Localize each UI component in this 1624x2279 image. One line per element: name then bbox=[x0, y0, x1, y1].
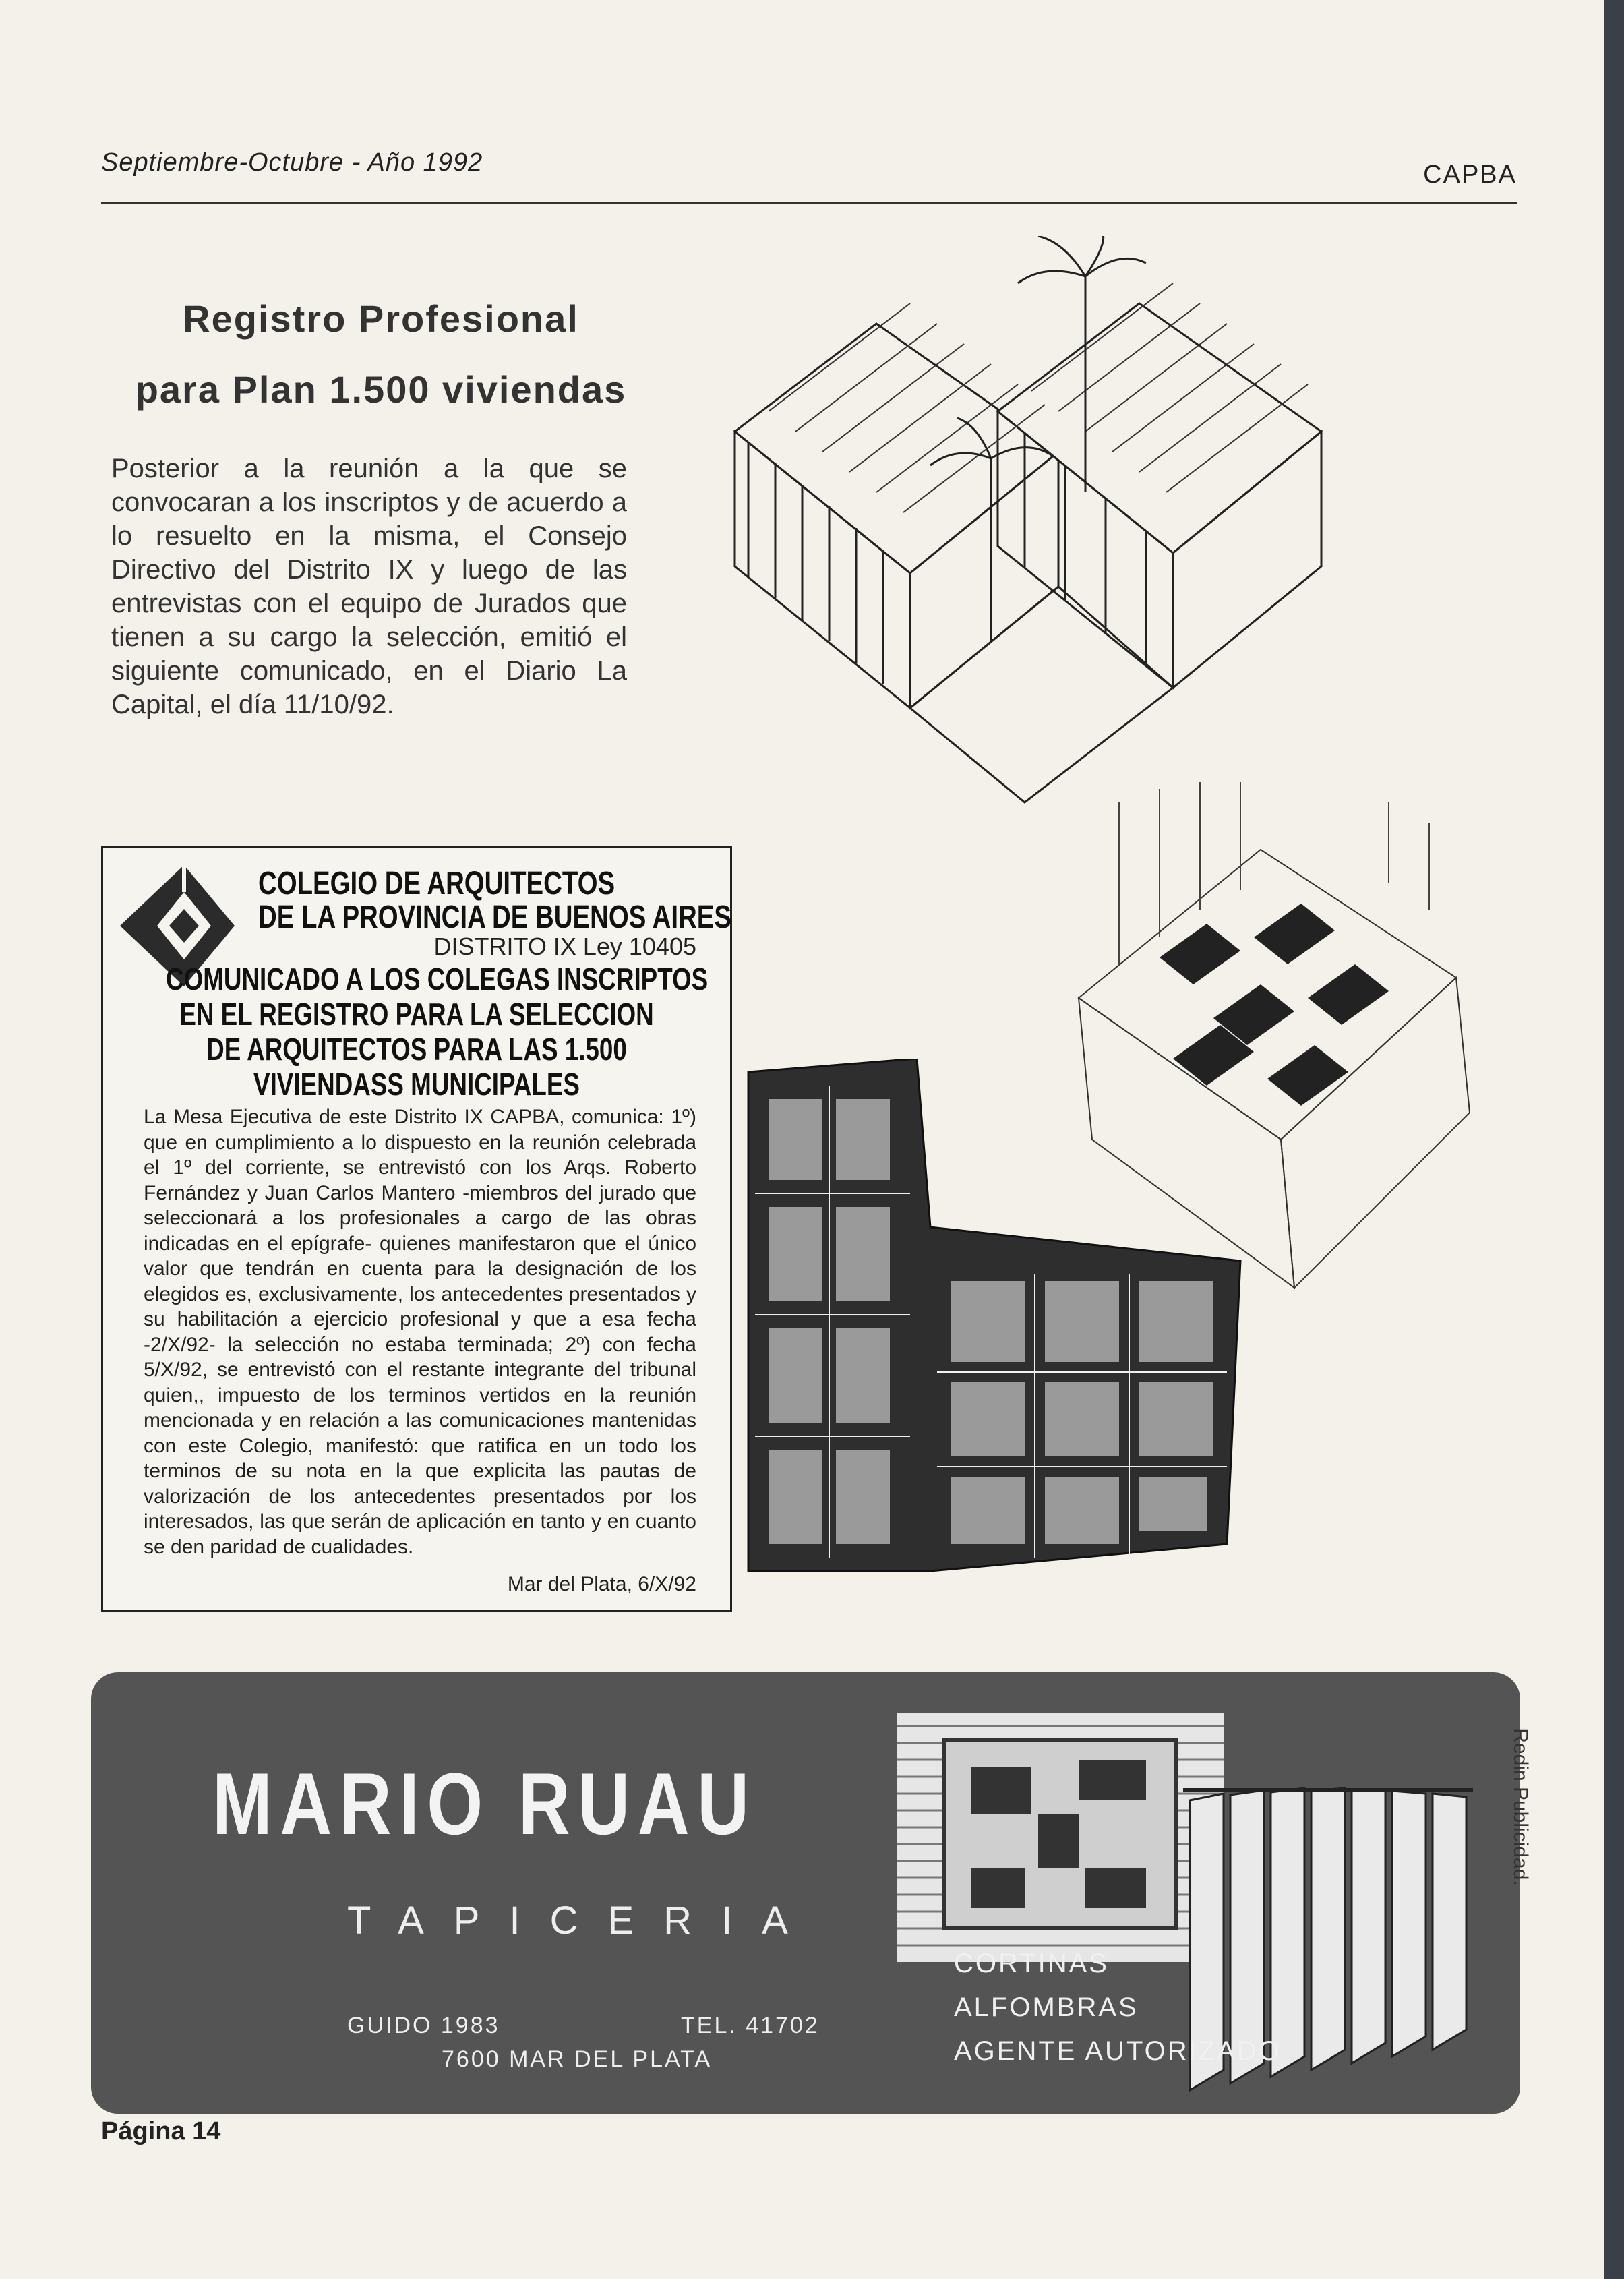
article-title-line1: Registro Profesional bbox=[183, 297, 579, 340]
heading-line: DE ARQUITECTOS PARA LAS 1.500 bbox=[206, 1032, 627, 1067]
heading-line: COMUNICADO A LOS COLEGAS INSCRIPTOS bbox=[166, 961, 709, 997]
ad-product-item: AGENTE AUTORIZADO bbox=[954, 2036, 1282, 2066]
ad-business-name: MARIO RUAU bbox=[212, 1754, 757, 1853]
article-intro: Posterior a la reunión a la que se convocaran a los inscriptos y de acuerdo a lo resuelto en la misma, el Consejo Directivo del Distrito IX y luego de las entrevistas con el equipo de Jurados que tienen a su cargo la selección, emitió el siguiente comunicado, en el Diario La Capital, el día 11/10/92. bbox=[111, 454, 627, 719]
ad-product-item: CORTINAS bbox=[954, 1949, 1109, 1978]
communique-box bbox=[101, 846, 732, 1612]
page-header bbox=[101, 135, 1517, 204]
issue-date: Septiembre-Octubre - Año 1992 bbox=[101, 148, 483, 177]
ad-business-type: TAPICERIA bbox=[347, 1899, 818, 1943]
ad-credit-text: Redin Publicidad. bbox=[1509, 1728, 1532, 1886]
communique-body: La Mesa Ejecutiva de este Distrito IX CAPBA, comunica: 1º) que en cumplimiento a lo dispuesto en la reunión celebrada el 1º del corriente, se entrevistó con los Arqs. Roberto Fernández y Juan Carlos Mantero -miembros del jurado que seleccionará a los profesionales a cargo de las obras indicadas en el epígrafe- quienes manifestaron que el único valor que tendrán en cuenta para la designación de los elegidos es, exclusivamente, los antecedentes presentados y su habilitación a ejercicio profesional y que a esa fecha -2/X/92- la selección no estaba terminada; 2º) con fecha 5/X/92, se entrevistó con el restante integrante del tribunal quien,, impuesto de los terminos vertidos en la reunión mencionada y en relación a las comunicaciones mantenidas con este Colegio, manifestó: que ratifica en un todo los terminos de su nota en la que explicita las pautas de valorización de los antecedentes presentados por los interesados, las que serán de aplicación en tanto y en cuanto se den paridad de cualidades. bbox=[144, 1106, 696, 1558]
communique-signoff: Mar del Plata, 6/X/92 bbox=[507, 1573, 696, 1595]
heading-line: EN EL REGISTRO PARA LA SELECCION bbox=[179, 997, 654, 1032]
urban-site-plan bbox=[728, 1059, 1247, 1618]
ad-city: 7600 MAR DEL PLATA bbox=[442, 2046, 713, 2072]
org-name-line2: DE LA PROVINCIA DE BUENOS AIRES bbox=[258, 899, 731, 935]
ad-credit bbox=[1503, 1726, 1537, 1888]
communique-heading bbox=[103, 961, 730, 1102]
ad-product-item: ALFOMBRAS bbox=[954, 1992, 1139, 2022]
ad-phone: TEL. 41702 bbox=[681, 2013, 820, 2038]
isometric-housing-illustration bbox=[708, 236, 1355, 829]
org-name-line1: COLEGIO DE ARQUITECTOS bbox=[258, 866, 615, 901]
heading-line: VIVIENDASS MUNICIPALES bbox=[253, 1067, 580, 1102]
page-number: Página 14 bbox=[101, 2117, 221, 2145]
ad-products-list bbox=[954, 1942, 1282, 2073]
publication-name: CAPBA bbox=[1423, 160, 1517, 189]
distrito-label: DISTRITO IX Ley 10405 bbox=[433, 933, 696, 960]
advertisement-mario-ruau bbox=[91, 1672, 1520, 2114]
article-title-line2: para Plan 1.500 viviendas bbox=[135, 368, 627, 411]
ad-emblem-image bbox=[897, 1713, 1224, 1962]
ad-address: GUIDO 1983 bbox=[347, 2013, 500, 2038]
